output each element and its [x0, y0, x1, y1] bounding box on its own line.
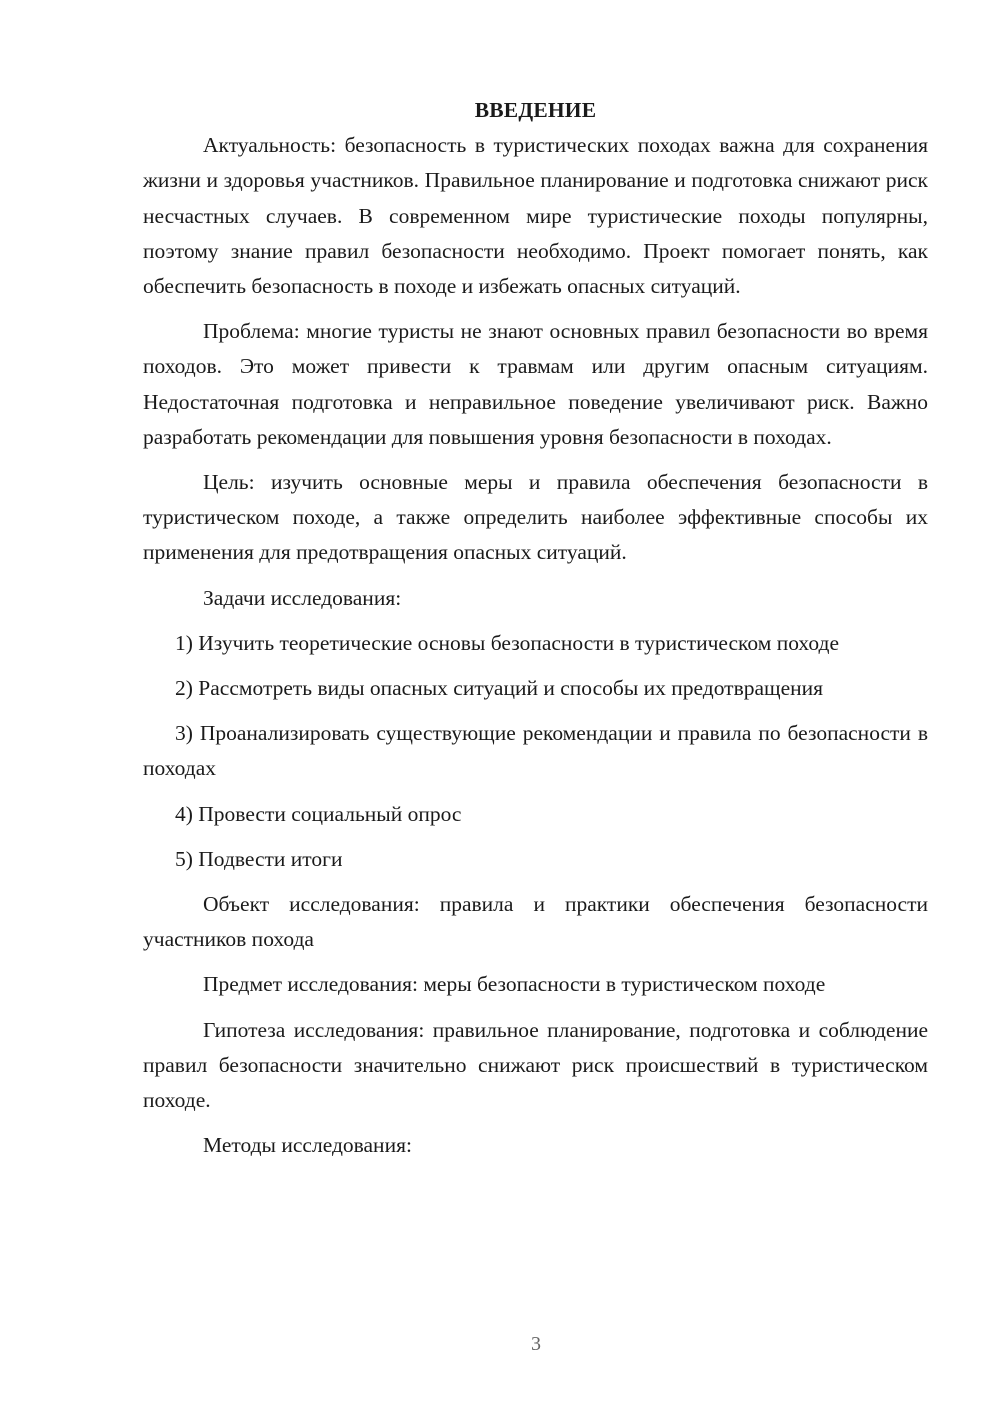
- paragraph-tasks-heading: Задачи исследования:: [203, 585, 402, 610]
- paragraph-object: Объект исследования: правила и практики обеспечения безопасности участников похода: [143, 892, 928, 952]
- task-item-1: 1) Изучить теоретические основы безопасности в туристическом походе: [175, 630, 839, 655]
- task-item-3: 3) Проанализировать существующие рекомендации и правила по безопасности в походах: [143, 721, 928, 781]
- section-title: ВВЕДЕНИЕ: [474, 98, 597, 122]
- paragraph-hypothesis: Гипотеза исследования: правильное планирование, подготовка и соблюдение правил безопасности значительно снижают риск происшествий в туристическом походе.: [143, 1017, 928, 1113]
- task-item-4: 4) Провести социальный опрос: [175, 801, 462, 826]
- paragraph-methods: Методы исследования:: [203, 1133, 412, 1158]
- page-content: [143, 93, 928, 1163]
- page-number: 3: [531, 1333, 541, 1355]
- paragraph-problem: Проблема: многие туристы не знают основных правил безопасности во время походов. Это может привести к травмам или другим опасным ситуациям. Недостаточная подготовка и неправильное поведение увеличивают риск. Важно разработать рекомендации для повышения уровня безопасности в походах.: [143, 319, 928, 449]
- task-item-2: 2) Рассмотреть виды опасных ситуаций и способы их предотвращения: [175, 676, 824, 701]
- task-item-5: 5) Подвести итоги: [175, 846, 343, 871]
- paragraph-subject: Предмет исследования: меры безопасности в туристическом походе: [203, 972, 826, 997]
- paragraph-goal: Цель: изучить основные меры и правила обеспечения безопасности в туристическом походе, а также определить наиболее эффективные способы их применения для предотвращения опасных ситуаций.: [143, 470, 928, 565]
- paragraph-relevance: Актуальность: безопасность в туристических походах важна для сохранения жизни и здоровья участников. Правильное планирование и подготовка снижают риск несчастных случаев. В современном мире туристические походы популярны, поэтому знание правил безопасности необходимо. Проект помогает понять, как обеспечить безопасность в походе и избежать опасных ситуаций.: [143, 133, 928, 299]
